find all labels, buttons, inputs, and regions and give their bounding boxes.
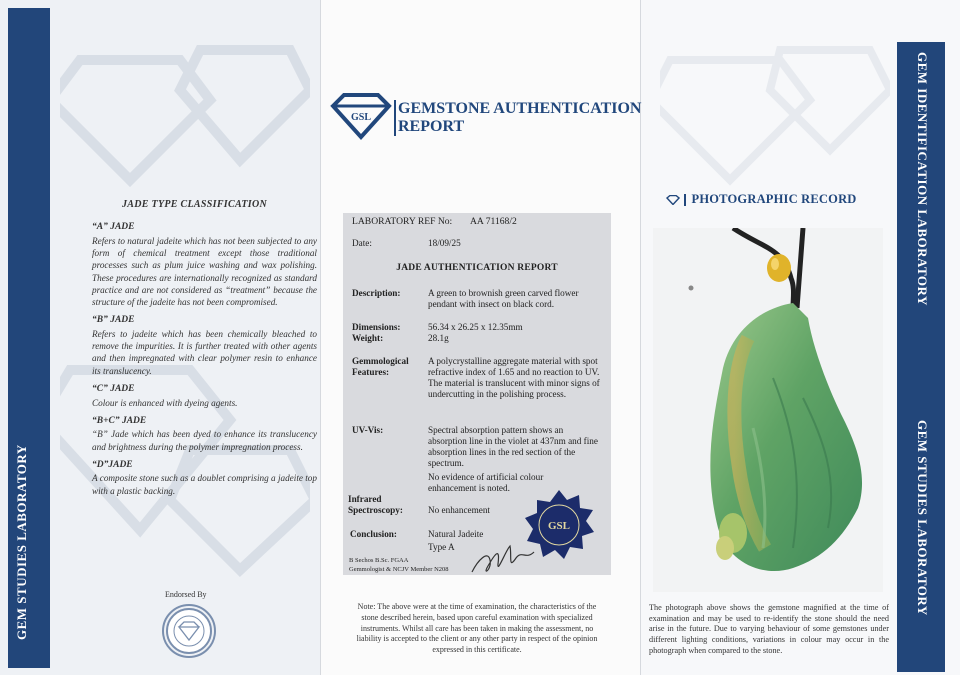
association-seal-icon xyxy=(162,604,216,658)
logo-divider xyxy=(394,100,396,136)
right-bar-label-bottom: GEM STUDIES LABORATORY xyxy=(915,420,930,616)
photographic-record-heading xyxy=(666,192,857,207)
seal-text: GSL xyxy=(547,520,571,532)
divider-bar xyxy=(684,194,686,206)
date-value: 18/09/25 xyxy=(428,238,461,248)
weight-value: 28.1g xyxy=(428,333,449,343)
diamond-watermark-icon xyxy=(660,40,890,190)
infrared-value: No enhancement xyxy=(428,505,490,515)
endorsed-by-label: Endorsed By xyxy=(165,590,207,599)
conclusion-value-2: Type A xyxy=(428,542,455,552)
gemmological-label-2: Features: xyxy=(352,367,390,377)
gsl-seal-stamp-icon xyxy=(522,488,596,562)
logo-title-line2: REPORT xyxy=(398,118,465,136)
gemmological-value: A polycrystalline aggregate material with spot refractive index of 1.65 and no reaction to UV. The material is translucent with minor signs of undercutting in the polishing process. xyxy=(428,356,600,400)
diamond-watermark-icon xyxy=(60,40,310,200)
gemmological-label-1: Gemmological xyxy=(352,356,409,366)
jade-pendant-image xyxy=(653,228,883,592)
signatory-title: Gemmologist & NCJV Member N208 xyxy=(349,566,449,573)
report-logo-title xyxy=(398,100,641,137)
gsl-diamond-logo-icon xyxy=(330,92,392,140)
disclaimer-note: Note: The above were at the time of examination, the characteristics of the stone described herein, based upon careful examination with specialized instruments. Whilst all care has been taken in making the assessment, no liability is accepted to the client or any other party in respect of the opinion expressed in this certificate. xyxy=(356,602,598,655)
photographic-record-title: PHOTOGRAPHIC RECORD xyxy=(691,192,857,206)
logo-acronym: GSL xyxy=(350,112,372,123)
diamond-icon xyxy=(666,195,680,205)
photo-caption: The photograph above shows the gemstone magnified at the time of examination and may be used to re-identify the stone should the need arise in the future. Due to varying behaviour of some gemstones under different lighting conditions, variations in colour may occur in the photograph when compared to the stone. xyxy=(649,603,889,655)
date-label: Date: xyxy=(352,238,372,248)
signatory-name: B Sechos B.Sc. FGAA xyxy=(349,557,409,564)
type-c-name: “C” JADE xyxy=(92,383,135,394)
logo-title-line1: GEMSTONE AUTHENTICATION xyxy=(398,100,642,117)
type-d-name: “D”JADE xyxy=(92,459,133,470)
uvvis-value-2: No evidence of artificial colour enhancement is noted. xyxy=(428,472,544,494)
weight-label: Weight: xyxy=(352,333,384,343)
jade-type-classification xyxy=(92,198,317,497)
type-b-text: Refers to jadeite which has been chemically bleached to remove the impurities. It is further treated with other agents and then impregnated with clear polymer resin to enhance its translucency. xyxy=(92,328,317,376)
gemstone-photo xyxy=(653,228,883,592)
right-bar-label-top: GEM IDENTIFICATION LABORATORY xyxy=(915,52,930,306)
dimensions-value: 56.34 x 26.25 x 12.35mm xyxy=(428,322,523,332)
conclusion-label: Conclusion: xyxy=(350,529,397,539)
infrared-label-1: Infrared xyxy=(348,494,382,504)
type-c-text: Colour is enhanced with dyeing agents. xyxy=(92,397,238,408)
type-b-name: “B” JADE xyxy=(92,315,135,326)
type-d-text: A composite stone such as a doublet comprising a jadeite top with a plastic backing. xyxy=(92,473,317,496)
infrared-label-2: Spectroscopy: xyxy=(348,505,403,515)
uvvis-value: Spectral absorption pattern shows an absorption line in the violet at 437nm and fine absorption lines in the red section of the spectrum. xyxy=(428,425,598,469)
description-value: A green to brownish green carved flower pendant with insect on black cord. xyxy=(428,288,579,310)
type-a-name: “A” JADE xyxy=(92,222,135,233)
lab-ref-value: AA 71168/2 xyxy=(470,216,517,227)
type-bc-name: “B+C” JADE xyxy=(92,415,147,426)
type-bc-text: “B” Jade which has been dyed to enhance its translucency and brightness during the polymer impregnation process. xyxy=(92,429,317,452)
conclusion-value-1: Natural Jadeite xyxy=(428,529,484,539)
report-title: JADE AUTHENTICATION REPORT xyxy=(396,263,558,273)
lab-ref-label: LABORATORY REF No: xyxy=(352,216,453,227)
dimensions-label: Dimensions: xyxy=(352,322,401,332)
classification-heading: JADE TYPE CLASSIFICATION xyxy=(122,199,268,210)
fold-line xyxy=(320,0,321,675)
description-label: Description: xyxy=(352,288,401,298)
type-a-text: Refers to natural jadeite which has not been subjected to any form of chemical treatment except those traditional processes such as plum juice washing and wax polishing. These procedures are internationally recognized as standard practice and are not considered as “treatment” because the structure of the jadeite has not been compromised. xyxy=(92,235,317,308)
left-bar-label: GEM STUDIES LABORATORY xyxy=(14,444,29,640)
uvvis-label: UV-Vis: xyxy=(352,425,384,435)
